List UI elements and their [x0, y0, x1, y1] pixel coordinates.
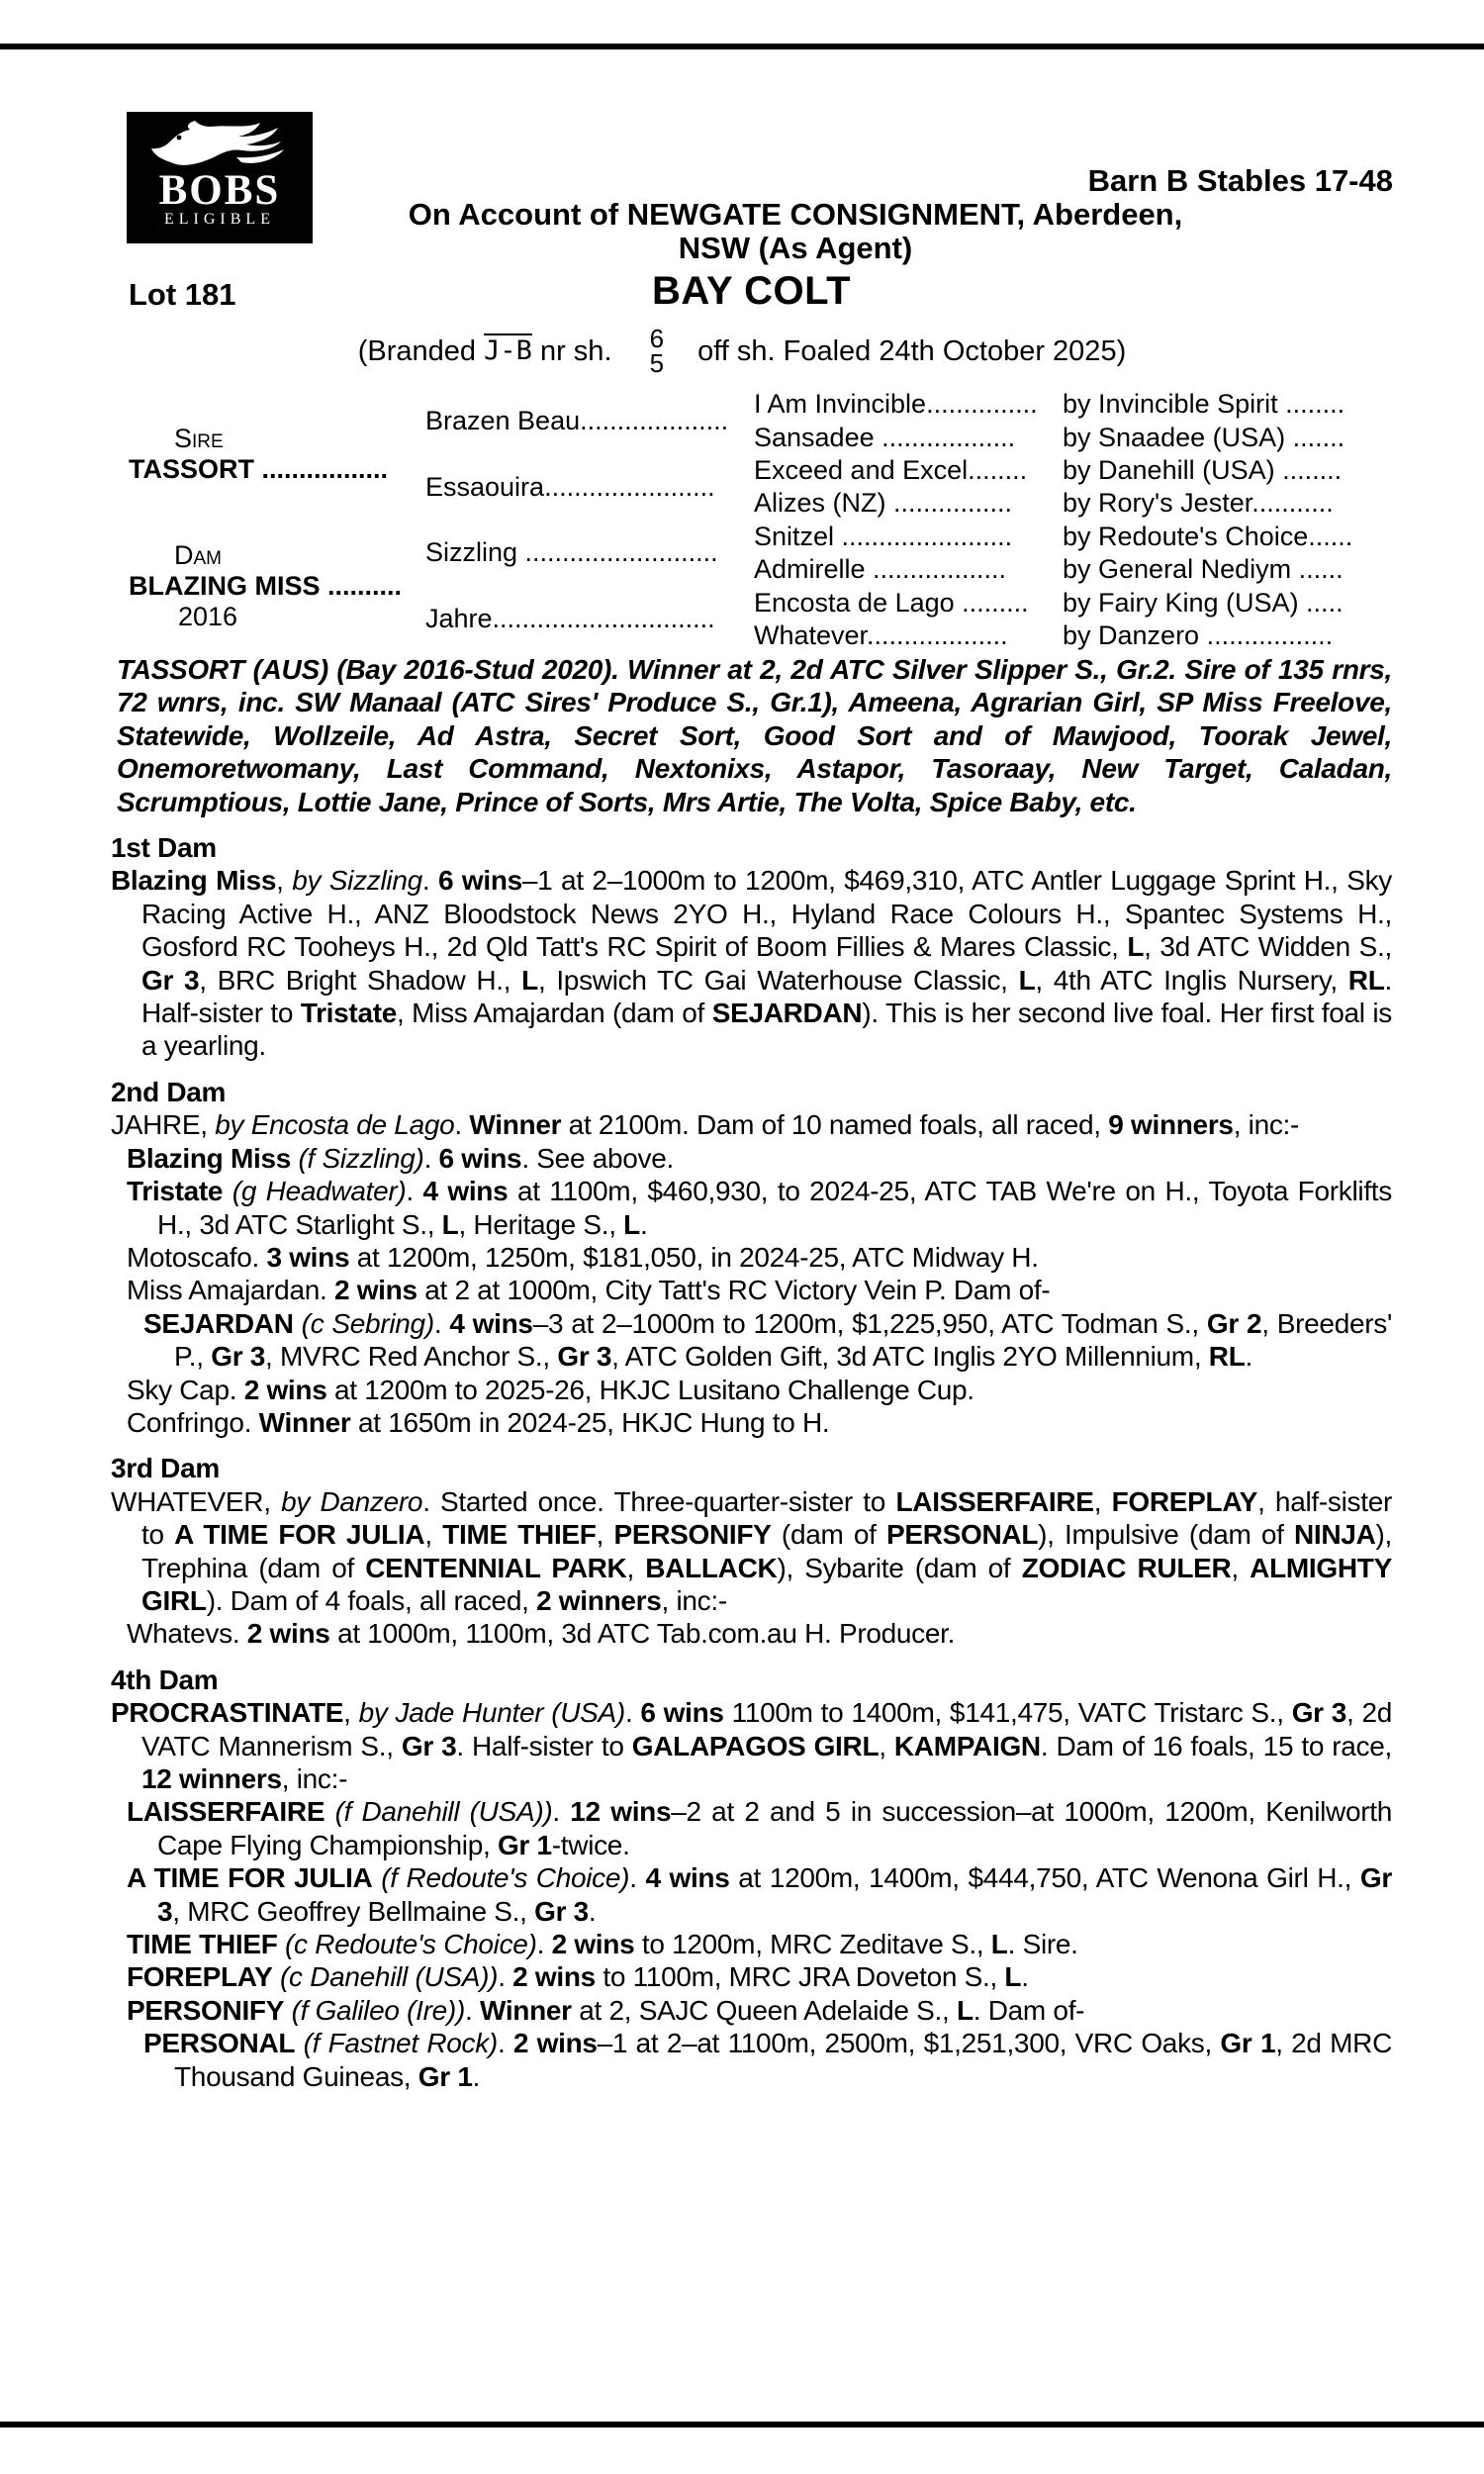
consignor-line-2: NSW (As Agent): [678, 231, 913, 265]
progeny-item: Blazing Miss (f Sizzling). 6 wins. See above.: [127, 1142, 674, 1174]
dam-name: BLAZING MISS ..........: [129, 570, 403, 601]
sire-label: Sire: [174, 423, 224, 453]
dam-cell: [129, 521, 425, 653]
gen3-name: Admirelle ..................: [754, 554, 1007, 585]
catalogue-text: [111, 653, 1392, 2093]
gen3-name: Sansadee ..................: [754, 422, 1016, 452]
bottom-page-rule: [0, 2422, 1484, 2427]
progeny-item: Sky Cap. 2 wins at 1200m to 2025-26, HKJC Lusitano Challenge Cup.: [127, 1374, 974, 1405]
gen3-name: Alizes (NZ) ................: [754, 488, 1013, 519]
progeny-item: Motoscafo. 3 wins at 1200m, 1250m, $181,050, in 2024-25, ATC Midway H.: [127, 1241, 1039, 1273]
gen3-by: by Danzero .................: [1063, 619, 1334, 650]
gen3-name: Exceed and Excel........: [754, 454, 1028, 485]
gen3-name: I Am Invincible...............: [754, 389, 1038, 420]
gen3-name: Encosta de Lago .........: [754, 587, 1029, 618]
section-heading-3rd-dam: 3rd Dam: [111, 1453, 220, 1484]
progeny-item: Whatevs. 2 wins at 1000m, 1100m, 3d ATC Tab.com.au H. Producer.: [127, 1618, 956, 1650]
section-heading-2nd-dam: 2nd Dam: [111, 1076, 227, 1107]
brand-fraction-top: 6: [649, 324, 665, 353]
dam-label: Dam: [174, 539, 222, 570]
page-title: BAY COLT: [651, 269, 852, 313]
brand-mark: J-B: [484, 335, 532, 366]
progeny-item: Miss Amajardan. 2 wins at 2 at 1000m, City Tatt's RC Victory Vein P. Dam of-: [127, 1275, 1051, 1306]
gen2-dam-sire: Sizzling ..........................: [425, 537, 718, 568]
top-page-rule: [0, 44, 1484, 49]
progeny-item: LAISSERFAIRE (f Danehill (USA)). 12 wins–2 at 2 and 5 in succession–at 1000m, 1200m, Kenilworth Cape Flying Championship, Gr 1-twice.: [127, 1796, 1393, 1860]
sire-summary: TASSORT (AUS) (Bay 2016-Stud 2020). Winner at 2, 2d ATC Silver Slipper S., Gr.2. Sire of 135 rnrs, 72 wnrs, inc. SW Manaal (ATC Sires' Produce S., Gr.1), Ameena, Agrarian Girl, SP Miss Freelove, Statewide, Wollzeile, Ad Astra, Secret Sort, Good Sort and of Mawjood, Toorak Jewel, Onemoretwomany, Last Command, Nextonixs, Astapor, Tasoraay, New Target, Caladan, Scrumptious, Lottie Jane, Prince of Sorts, Mrs Artie, The Volta, Spice Baby, etc.: [117, 654, 1392, 817]
foaled-date: off sh. Foaled 24th October 2025): [697, 335, 1127, 367]
brand-prefix: (Branded: [357, 335, 477, 367]
dam1-paragraph: Blazing Miss, by Sizzling. 6 wins–1 at 2–1000m to 1200m, $469,310, ATC Antler Luggage Sprint H., Sky Racing Active H., ANZ Bloodstock News 2YO H., Hyland Race Colours H., Spantec Systems H., Gosford RC Tooheys H., 2d Qld Tatt's RC Spirit of Boom Fillies & Mares Classic, L, 3d ATC Widden S., Gr 3, BRC Bright Shadow H., L, Ipswich TC Gai Waterhouse Classic, L, 4th ATC Inglis Nursery, RL. Half-sister to Tristate, Miss Amajardan (dam of SEJARDAN). This is her second live foal. Her first foal is a yearling.: [111, 865, 1393, 1062]
lot-title-row: [111, 269, 1392, 315]
gen3-by: by General Nediym ......: [1063, 554, 1344, 585]
progeny-item: FOREPLAY (c Danehill (USA)). 2 wins to 1100m, MRC JRA Doveton S., L.: [127, 1961, 1029, 1993]
progeny-item: Confringo. Winner at 1650m in 2024-25, HKJC Hung to H.: [127, 1406, 830, 1438]
progeny-item: TIME THIEF (c Redoute's Choice). 2 wins to 1200m, MRC Zeditave S., L. Sire.: [127, 1929, 1078, 1960]
gen3-by: by Invincible Spirit ........: [1063, 389, 1345, 420]
section-heading-4th-dam: 4th Dam: [111, 1664, 219, 1695]
brand-fraction-bottom: 5: [649, 348, 665, 378]
gen3-by: by Danehill (USA) ........: [1063, 454, 1343, 485]
progeny-item: A TIME FOR JULIA (f Redoute's Choice). 4 wins at 1200m, 1400m, $444,750, ATC Wenona Girl H., Gr 3, MRC Geoffrey Bellmaine S., Gr 3.: [127, 1862, 1392, 1927]
barn-stables: Barn B Stables 17-48: [1087, 163, 1393, 198]
pedigree-table: [129, 388, 1390, 652]
progeny-subitem: PERSONAL (f Fastnet Rock). 2 wins–1 at 2–at 1100m, 2500m, $1,251,300, VRC Oaks, Gr 1, 2d MRC Thousand Guineas, Gr 1.: [143, 2028, 1393, 2092]
progeny-subitem: SEJARDAN (c Sebring). 4 wins–3 at 2–1000m to 1200m, $1,225,950, ATC Todman S., Gr 2, Breeders' P., Gr 3, MVRC Red Anchor S., Gr 3, ATC Golden Gift, 3d ATC Inglis 2YO Millennium, RL.: [143, 1307, 1393, 1373]
gen3-name: Snitzel .......................: [754, 521, 1013, 551]
gen3-by: by Rory's Jester...........: [1063, 488, 1334, 519]
dam3-paragraph: WHATEVER, by Danzero. Started once. Three-quarter-sister to LAISSERFAIRE, FOREPLAY, half-sister to A TIME FOR JULIA, TIME THIEF, PERSONIFY (dam of PERSONAL), Impulsive (dam of NINJA), Trephina (dam of CENTENNIAL PARK, BALLACK), Sybarite (dam of ZODIAC RULER, ALMIGHTY GIRL). Dam of 4 foals, all raced, 2 winners, inc:-: [111, 1485, 1393, 1616]
gen2-sire-dam: Essaouira.......................: [425, 471, 715, 502]
brand-line: [0, 324, 1484, 378]
brand-mid: nr sh.: [539, 335, 612, 367]
gen3-by: by Fairy King (USA) .....: [1063, 587, 1344, 618]
section-heading-1st-dam: 1st Dam: [111, 832, 217, 864]
lot-number: Lot 181: [129, 277, 236, 312]
dam2-paragraph: JAHRE, by Encosta de Lago. Winner at 2100m. Dam of 10 named foals, all raced, 9 winners, inc:-: [111, 1109, 1300, 1141]
gen3-by: by Snaadee (USA) .......: [1063, 422, 1345, 452]
progeny-item: PERSONIFY (f Galileo (Ire)). Winner at 2, SAJC Queen Adelaide S., L. Dam of-: [127, 1994, 1085, 2026]
gen2-sire-sire: Brazen Beau....................: [425, 405, 729, 435]
progeny-item: Tristate (g Headwater). 4 wins at 1100m, $460,930, to 2024-25, ATC TAB We're on H., Toyota Forklifts H., 3d ATC Starlight S., L, Heritage S., L.: [127, 1176, 1392, 1240]
gen3-name: Whatever...................: [754, 619, 1008, 650]
brand-number-fraction: [649, 324, 665, 378]
sire-cell: [129, 388, 425, 521]
gen2-dam-dam: Jahre..............................: [425, 604, 715, 634]
consignor-line-1: On Account of NEWGATE CONSIGNMENT, Aberdeen,: [408, 197, 1183, 232]
dam4-paragraph: PROCRASTINATE, by Jade Hunter (USA). 6 wins 1100m to 1400m, $141,475, VATC Tristarc S., Gr 3, 2d VATC Mannerism S., Gr 3. Half-sister to GALAPAGOS GIRL, KAMPAIGN. Dam of 16 foals, 15 to race, 12 winners, inc:-: [111, 1697, 1393, 1794]
dam-year: 2016: [178, 601, 238, 631]
sire-name: TASSORT .................: [129, 453, 389, 484]
header: [198, 164, 1393, 265]
bobs-logo-text: BOBS: [158, 167, 281, 214]
gen3-by: by Redoute's Choice......: [1063, 521, 1353, 551]
bobs-eligible-text: ELIGIBLE: [164, 211, 275, 228]
